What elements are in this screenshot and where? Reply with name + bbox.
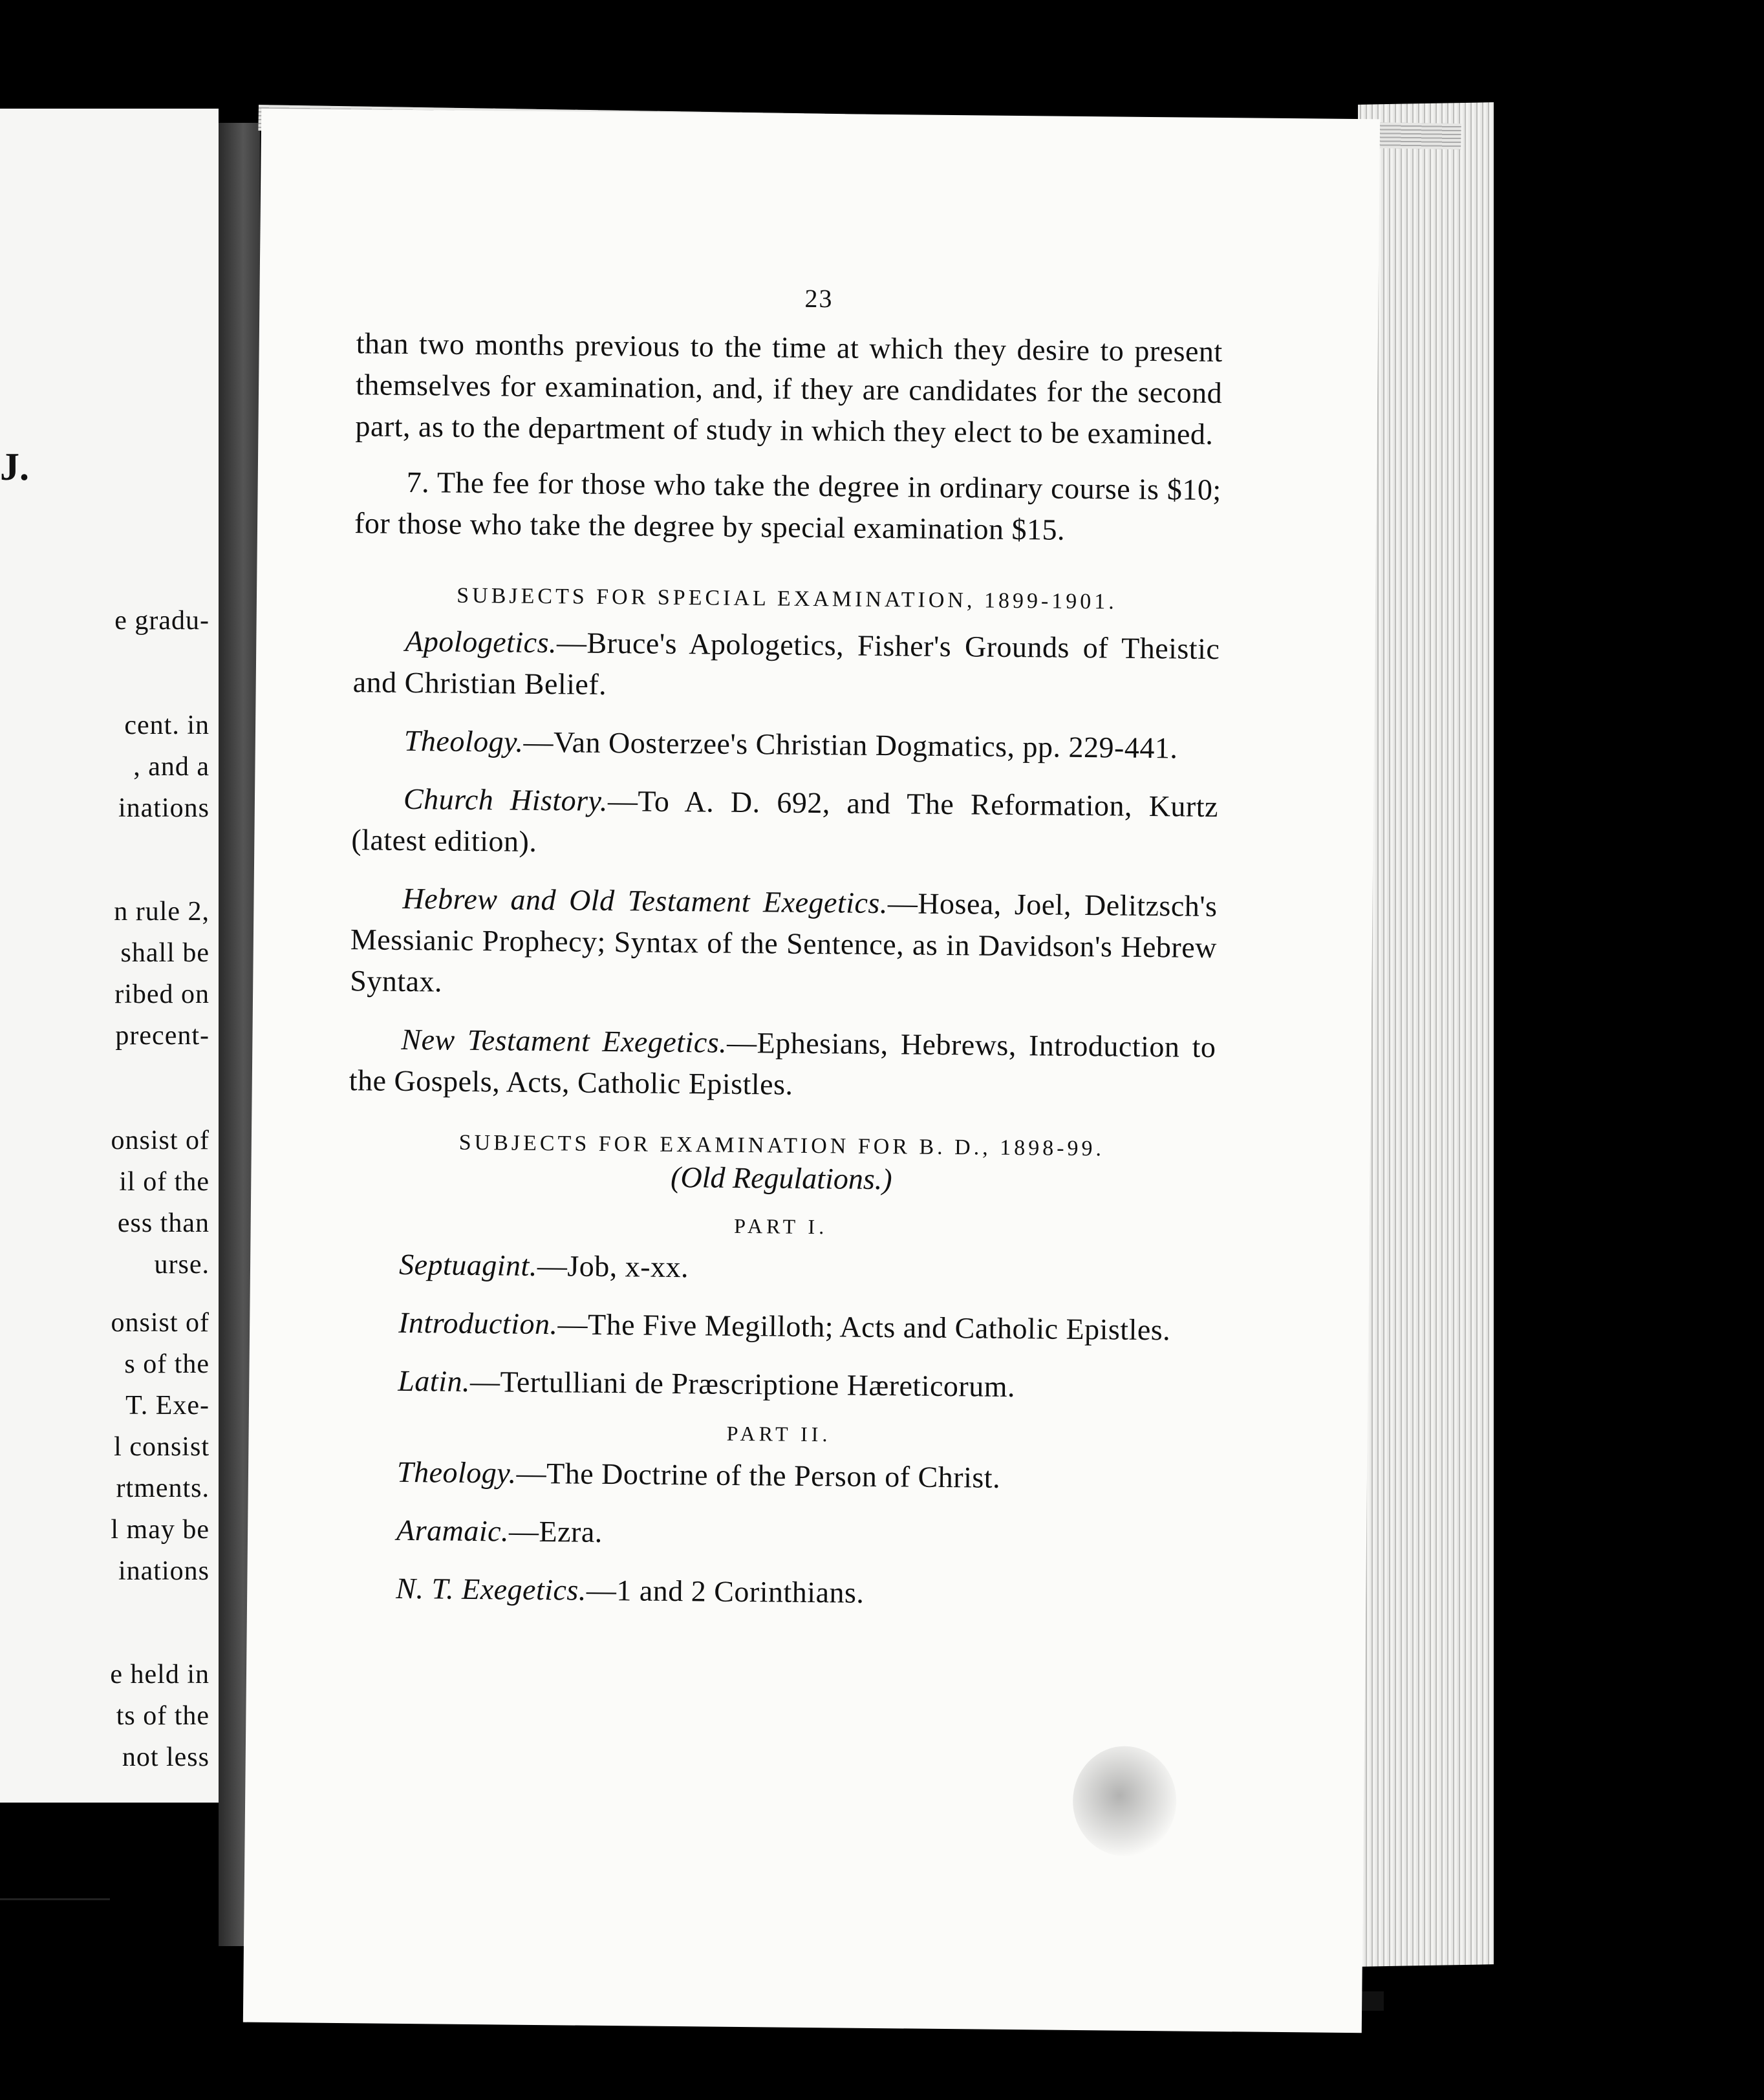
subject-text: —1 and 2 Corinthians. (586, 1573, 865, 1609)
subject-entry (345, 1451, 1212, 1501)
subject-text: —The Five Megilloth; Acts and Catholic Epistles. (557, 1307, 1171, 1347)
previous-page-line: l consist (114, 1432, 210, 1462)
previous-page-line: e gradu- (114, 606, 210, 636)
previous-page (0, 109, 219, 1803)
subject-entry (344, 1567, 1211, 1617)
previous-page-line: inations (118, 793, 210, 823)
subject-name: N. T. Exegetics. (396, 1571, 587, 1607)
previous-page-line: ts of the (116, 1701, 210, 1731)
opening-paragraph: than two months previous to the time at which they desire to present themselves for examination, and, if they are candidates for the second part, as to the department of study in which they elect to be examined. (355, 327, 1223, 451)
book-page (243, 109, 1380, 2033)
subject-text: —Job, x-xx. (537, 1248, 689, 1284)
subject-entry (351, 778, 1218, 869)
previous-page-line: l may be (111, 1515, 210, 1545)
subject-text: —The Doctrine of the Person of Christ. (516, 1456, 1001, 1494)
previous-page-line: shall be (120, 938, 210, 968)
subject-entry (349, 1018, 1216, 1109)
previous-page-line: T. Exe- (125, 1391, 210, 1420)
subject-entry (347, 1302, 1214, 1351)
page-edges (1358, 102, 1494, 1967)
subject-name: Theology. (396, 1455, 517, 1490)
previous-page-line: inations (118, 1556, 210, 1586)
special-exam-heading: SUBJECTS FOR SPECIAL EXAMINATION, 1899-1901. (457, 583, 1117, 614)
previous-page-line: cent. in (124, 711, 210, 740)
subject-text: —Hosea, Joel, Delitzsch's Messianic Prophecy; Syntax of the Sentence, as in Davidson's Hebrew Syntax. (350, 886, 1218, 998)
subject-entry (352, 620, 1220, 711)
subject-name: New Testament Exegetics. (401, 1022, 727, 1059)
subject-text: —Bruce's Apologetics, Fisher's Grounds of Theistic and Christian Belief. (352, 626, 1220, 701)
previous-page-heading-fragment: J. (0, 445, 29, 488)
previous-page-line: ribed on (114, 980, 210, 1009)
previous-page-line: onsist of (111, 1308, 210, 1338)
previous-page-line: s of the (124, 1349, 210, 1379)
page-number: 23 (804, 283, 834, 314)
previous-page-line: not less (122, 1742, 210, 1772)
old-regulations-subheading: (Old Regulations.) (670, 1160, 892, 1196)
part-one-heading: PART I. (734, 1214, 828, 1239)
subject-entry (346, 1360, 1213, 1409)
subject-text: —Ephesians, Hebrews, Introduction to the Gospels, Acts, Catholic Epistles. (349, 1025, 1216, 1101)
subject-name: Aramaic. (396, 1513, 510, 1548)
subject-name: Apologetics. (405, 624, 557, 659)
previous-page-line: ess than (117, 1208, 210, 1238)
previous-page-line: precent- (115, 1021, 210, 1051)
subject-text: —Tertulliani de Præscriptione Hæreticorum. (469, 1364, 1016, 1404)
previous-page-line: n rule 2, (114, 897, 210, 927)
previous-page-line: urse. (154, 1250, 210, 1280)
subject-name: Introduction. (398, 1305, 558, 1341)
bd-exam-heading: SUBJECTS FOR EXAMINATION FOR B. D., 1898-99. (458, 1130, 1105, 1161)
subject-entry (347, 1243, 1214, 1293)
subject-text: —Ezra. (508, 1514, 603, 1548)
subject-entry (350, 877, 1218, 1010)
previous-page-line: onsist of (111, 1126, 210, 1155)
subject-name: Latin. (398, 1364, 471, 1398)
fee-paragraph: 7. The fee for those who take the degree in ordinary course is $10; for those who take the degree by special examination $15. (354, 465, 1221, 546)
subject-entry (345, 1509, 1212, 1559)
previous-page-line: rtments. (116, 1473, 210, 1503)
subject-text: —To A. D. 692, and The Reformation, Kurtz (latest edition). (351, 784, 1219, 858)
subject-name: Septuagint. (398, 1247, 538, 1282)
page-stain (1072, 1746, 1177, 1857)
subject-entry (352, 720, 1220, 769)
part-two-heading: PART II. (726, 1421, 832, 1446)
previous-page-rule (0, 1898, 110, 1900)
previous-page-line: il of the (119, 1167, 210, 1197)
previous-page-line: e held in (110, 1660, 210, 1689)
previous-page-line: , and a (133, 752, 210, 782)
subject-text: —Van Oosterzee's Christian Dogmatics, pp. 229-441. (523, 725, 1178, 765)
subject-name: Hebrew and Old Testament Exegetics. (402, 881, 888, 920)
subject-name: Church History. (403, 782, 608, 817)
subject-name: Theology. (403, 723, 524, 758)
page-content (344, 323, 1223, 1634)
